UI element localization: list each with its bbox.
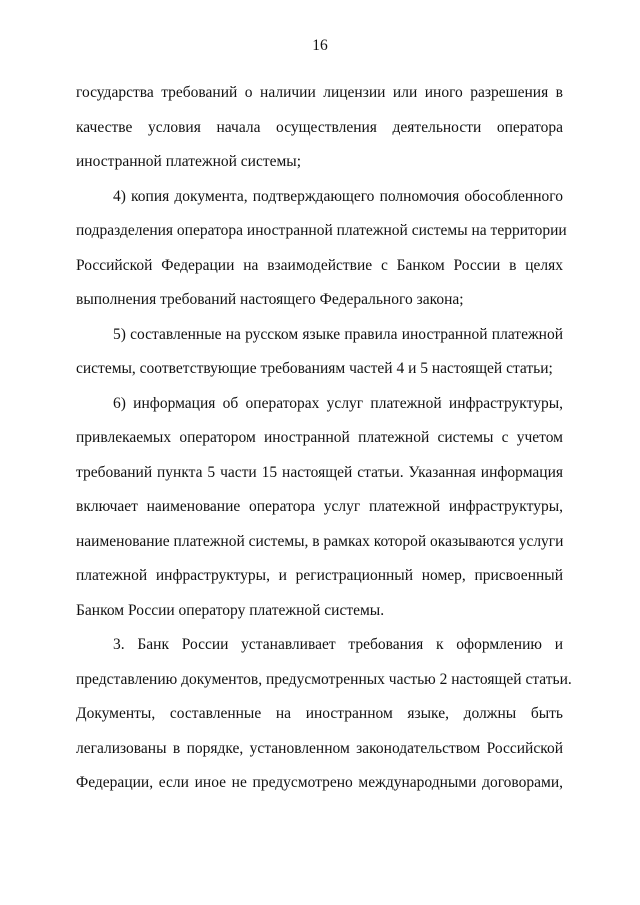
text-line: Документы, составленные на иностранном языке, должны быть xyxy=(76,705,563,722)
text-line: легализованы в порядке, установленном законодательством Российской xyxy=(76,739,563,757)
text-line: Российской Федерации на взаимодействие с Банком России в целях xyxy=(76,256,563,274)
paragraph xyxy=(76,387,563,629)
text-line: 6) информация об операторах услуг платежной инфраструктуры, xyxy=(113,394,563,412)
text-line: платежной инфраструктуры, и регистрационный номер, присвоенный xyxy=(76,567,563,584)
text-line: требований пункта 5 части 15 настоящей статьи. Указанная информация xyxy=(76,463,563,481)
text-line: государства требований о наличии лицензии или иного разрешения в xyxy=(76,84,563,101)
document-body xyxy=(76,76,572,801)
page-number: 16 xyxy=(312,37,328,54)
text-line: включает наименование оператора услуг платежной инфраструктуры, xyxy=(76,498,563,515)
text-line: представлению документов, предусмотренных частью 2 настоящей статьи. xyxy=(76,670,572,688)
text-line: Федерации, если иное не предусмотрено международными договорами, xyxy=(76,774,563,791)
text-line: 3. Банк России устанавливает требования к оформлению и xyxy=(113,636,563,653)
text-line: привлекаемых оператором иностранной платежной системы с учетом xyxy=(76,429,563,446)
text-line: подразделения оператора иностранной платежной системы на территории xyxy=(76,222,567,239)
text-line: выполнения требований настоящего Федерального закона; xyxy=(76,291,464,308)
paragraph xyxy=(76,180,567,318)
paragraph xyxy=(76,628,572,801)
text-line: 5) составленные на русском языке правила иностранной платежной xyxy=(113,325,563,343)
text-line: 4) копия документа, подтверждающего полномочия обособленного xyxy=(113,187,563,205)
text-line: качестве условия начала осуществления деятельности оператора xyxy=(76,118,563,136)
text-line: иностранной платежной системы; xyxy=(76,153,302,170)
paragraph xyxy=(76,318,563,387)
paragraph xyxy=(76,76,563,180)
text-line: системы, соответствующие требованиям частей 4 и 5 настоящей статьи; xyxy=(76,360,553,377)
text-line: наименование платежной системы, в рамках которой оказываются услуги xyxy=(76,532,564,550)
text-line: Банком России оператору платежной системы. xyxy=(76,601,385,619)
